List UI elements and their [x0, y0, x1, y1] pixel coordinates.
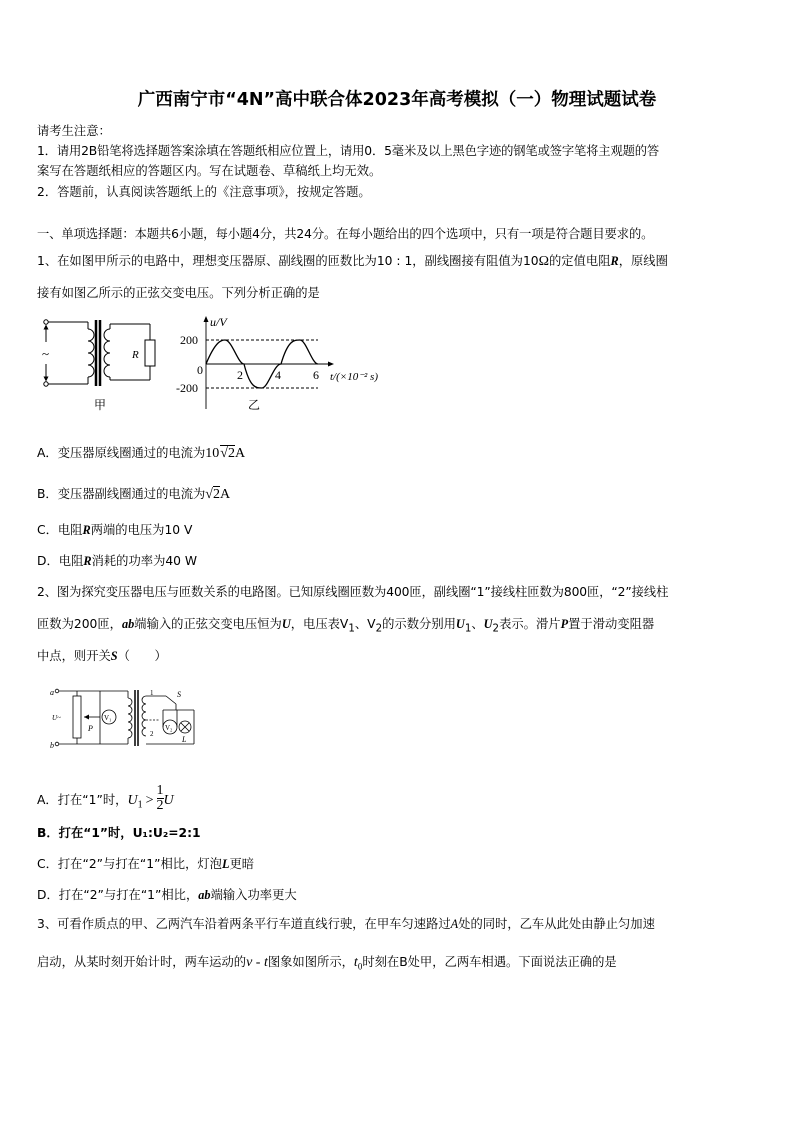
resistor-label: R: [132, 349, 139, 361]
x-tick-6: 6: [313, 368, 319, 382]
origin-label: 0: [197, 363, 203, 377]
notice-item-2: 2．答题前，认真阅读答题纸上的《注意事项》，按规定答题。: [37, 185, 371, 199]
transformer-circuit-figure: [38, 314, 163, 414]
x-tick-2: 2: [237, 368, 243, 382]
ac-symbol: ~: [42, 346, 50, 361]
q1-option-a: A．变压器原线圈通过的电流为10√2A: [37, 446, 246, 461]
voltmeter-v1-label: V₁: [104, 714, 112, 722]
source-label: U~: [52, 714, 61, 722]
q1-option-b: B．变压器副线圈通过的电流为√2A: [37, 487, 231, 502]
arrow-down-icon: [44, 377, 49, 382]
figure-jia-label: 甲: [94, 398, 107, 412]
notice-item-1-line-1: 1．请用2B铅笔将选择题答案涂填在答题纸相应位置上，请用0．5毫米及以上黑色字迹的钢笔或签字笔将主观题的答: [37, 144, 660, 158]
figure-yi-label: 乙: [248, 398, 261, 412]
x-tick-4: 4: [275, 368, 281, 382]
y-tick-neg200: -200: [176, 381, 198, 395]
q2-option-d: D．打在“2”与打在“1”相比，ab端输入功率更大: [37, 888, 297, 902]
arrow-up-icon: [44, 325, 49, 330]
terminal-a-label: a: [50, 688, 54, 697]
slider-arrow-icon: [84, 715, 89, 720]
x-axis-arrow-icon: [328, 362, 334, 367]
q1-line-1: 1、在如图甲所示的电路中，理想变压器原、副线圈的匝数比为10 : 1，副线圈接有阻值为10Ω的定值电阻R，原线圈: [37, 254, 668, 269]
q1-option-c: C．电阻R两端的电压为10 V: [37, 523, 193, 537]
switch-s-label: S: [177, 690, 181, 699]
q2-option-b: B．打在“1”时，U₁:U₂=2:1: [37, 826, 201, 840]
terminal-b-label: b: [50, 741, 54, 750]
lamp-l-label: L: [182, 735, 187, 744]
q1-option-d: D．电阻R消耗的功率为40 W: [37, 554, 198, 568]
tap-1-label: 1: [150, 689, 154, 697]
notice-item-1-line-2: 案写在答题纸相应的答题区内。写在试题卷、草稿纸上均无效。: [37, 164, 382, 178]
section-heading: 一、单项选择题：本题共6小题，每小题4分，共24分。在每小题给出的四个选项中，只有一项是符合题目要求的。: [37, 227, 654, 241]
q2-option-a: A．打在“1”时，$U_1$ > $\frac{1}{2}$ U: [37, 783, 174, 813]
slider-p-label: P: [88, 724, 93, 733]
y-axis-label: u/V: [210, 315, 227, 329]
q2-line-1: 2、图为探究变压器电压与匝数关系的电路图。已知原线圈匝数为400匝，副线圈“1”接线柱匝数为800匝，“2”接线柱: [37, 585, 669, 599]
notice-heading: 请考生注意：: [37, 124, 111, 138]
x-axis-label: t/(×10⁻² s): [330, 371, 378, 383]
y-axis-arrow-icon: [204, 316, 209, 322]
page-title: 广西南宁市“4N”高中联合体2023年高考模拟（一）物理试题试卷: [137, 90, 657, 110]
q2-line-3: 中点，则开关S（ ）: [37, 649, 167, 663]
q3-line-1: 3、可看作质点的甲、乙两汽车沿着两条平行车道直线行驶，在甲车匀速路过A处的同时，乙车从此处由静止匀加速: [37, 917, 655, 931]
voltmeter-v2-label: V₂: [165, 724, 173, 732]
q2-line-2: 匝数为200匝，ab端输入的正弦交变电压恒为U，电压表$V_1$、$V_2$的示数分别用$U_1$、$U_2$表示。滑片P置于滑动变阻器: [37, 617, 655, 635]
q1-line-2: 接有如图乙所示的正弦交变电压。下列分析正确的是: [37, 286, 320, 300]
y-tick-200: 200: [180, 333, 198, 347]
q2-circuit-figure: [48, 686, 208, 752]
sine-voltage-graph: [170, 314, 400, 420]
q3-line-2: 启动，从某时刻开始计时，两车运动的v - t图象如图所示，$t_0$时刻在B处甲，乙两车相遇。下面说法正确的是: [37, 955, 617, 972]
tap-2-label: 2: [150, 730, 154, 738]
q2-option-c: C．打在“2”与打在“1”相比，灯泡L更暗: [37, 857, 255, 871]
